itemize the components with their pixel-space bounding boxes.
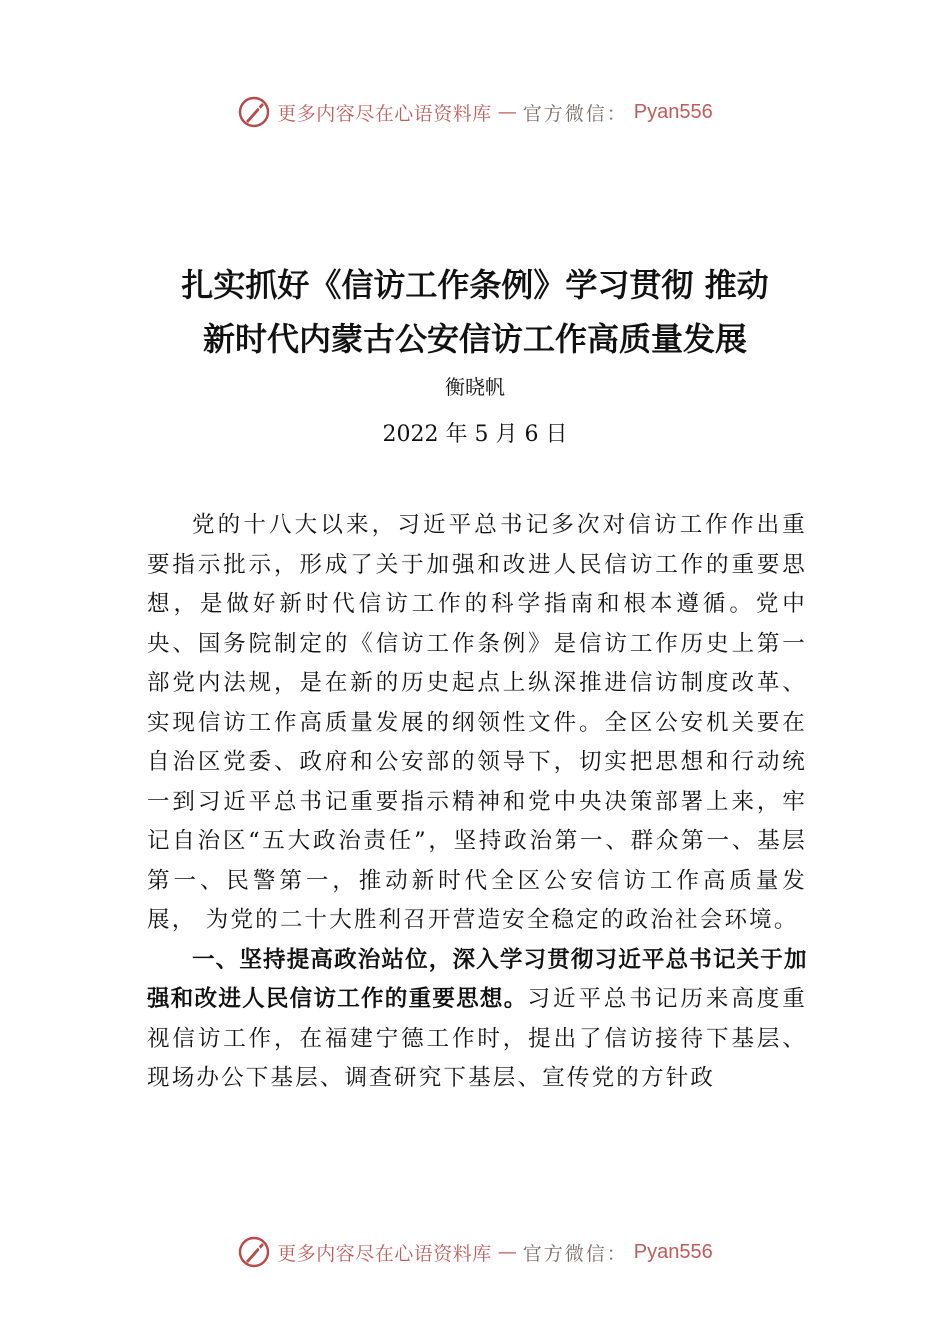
document-date: 2022 年 5 月 6 日	[382, 422, 568, 447]
watermark-brand: 更多内容尽在心语资料库	[277, 1242, 492, 1265]
section-1-heading: 一、坚持提高政治站位，深入学习贯彻习近平总书记关于加强和改进人民信访工作的重要思想。	[147, 946, 807, 1012]
header-watermark	[0, 92, 950, 132]
document-title-line-1: 扎实抓好《信访工作条例》学习贯彻 推动	[181, 266, 769, 304]
watermark-brand: 更多内容尽在心语资料库	[277, 102, 492, 125]
document-body	[147, 506, 807, 1099]
quill-logo-icon	[237, 1235, 271, 1269]
watermark-wechat-id: Pyan556	[633, 100, 713, 123]
watermark-label: 官方微信：	[522, 1242, 628, 1265]
watermark-dash: —	[497, 101, 517, 123]
footer-watermark	[0, 1232, 950, 1272]
watermark-wechat-id: Pyan556	[633, 1240, 713, 1263]
paragraph-section-1	[147, 941, 807, 1099]
quill-logo-icon	[237, 95, 271, 129]
watermark-label: 官方微信：	[522, 102, 628, 125]
section-1-text: 习近平总书记历来高度重视信访工作，在福建宁德工作时，提出了信访接待下基层、现场办公下基层、调查研究下基层、宣传党的方针政	[147, 986, 807, 1091]
paragraph-intro: 党的十八大以来，习近平总书记多次对信访工作作出重要指示批示，形成了关于加强和改进人民信访工作的重要思想，是做好新时代信访工作的科学指南和根本遵循。党中央、国务院制定的《信访工作条例》是信访工作历史上第一部党内法规，是在新的历史起点上纵深推进信访制度改革、实现信访工作高质量发展的纲领性文件。全区公安机关要在自治区党委、政府和公安部的领导下，切实把思想和行动统一到习近平总书记重要指示精神和党中央决策部署上来，牢记自治区“五大政治责任”，坚持政治第一、群众第一、基层第一、民警第一，推动新时代全区公安信访工作高质量发展， 为党的二十大胜利召开营造安全稳定的政治社会环境。	[147, 512, 807, 933]
author-name: 衡晓帆	[445, 375, 505, 399]
watermark-dash: —	[497, 1241, 517, 1263]
document-title-line-2: 新时代内蒙古公安信访工作高质量发展	[202, 320, 747, 358]
